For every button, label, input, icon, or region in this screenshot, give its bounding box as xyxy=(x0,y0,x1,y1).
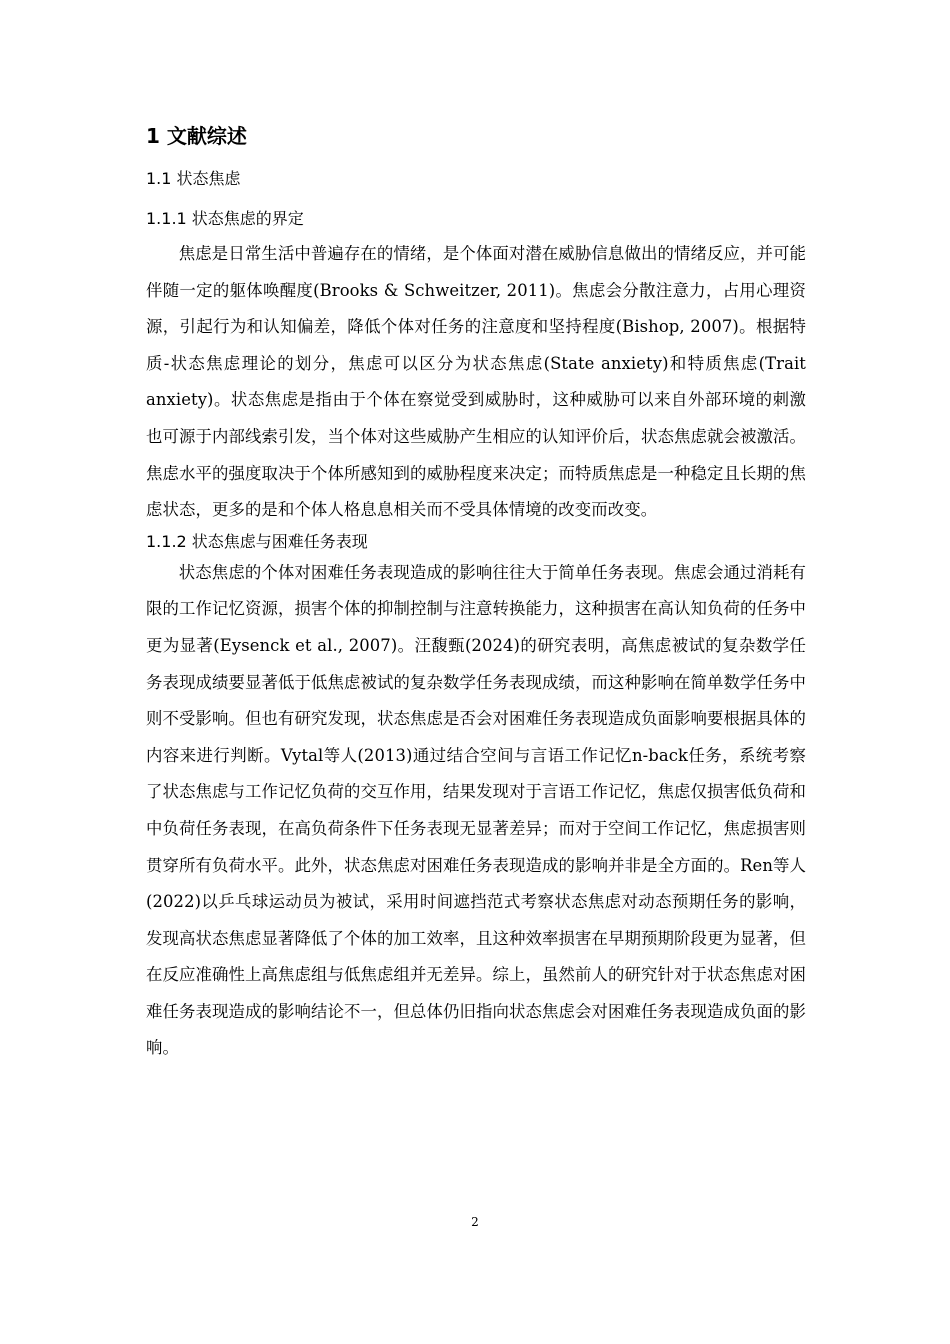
page-content xyxy=(146,122,806,1067)
paragraph-difficult-task: 状态焦虑的个体对困难任务表现造成的影响往往大于简单任务表现。焦虑会通过消耗有限的工作记忆资源，损害个体的抑制控制与注意转换能力，这种损害在高认知负荷的任务中更为显著(Eysenck et al., 2007)。汪馥甄(2024)的研究表明，高焦虑被试的复杂数学任务表现成绩要显著低于低焦虑被试的复杂数学任务表现成绩，而这种影响在简单数学任务中则不受影响。但也有研究发现，状态焦虑是否会对困难任务表现造成负面影响要根据具体的内容来进行判断。Vytal等人(2013)通过结合空间与言语工作记忆n-back任务，系统考察了状态焦虑与工作记忆负荷的交互作用，结果发现对于言语工作记忆，焦虑仅损害低负荷和中负荷任务表现，在高负荷条件下任务表现无显著差异；而对于空间工作记忆，焦虑损害则贯穿所有负荷水平。此外，状态焦虑对困难任务表现造成的影响并非是全方面的。Ren等人(2022)以乒乓球运动员为被试，采用时间遮挡范式考察状态焦虑对动态预期任务的影响，发现高状态焦虑显著降低了个体的加工效率，且这种效率损害在早期预期阶段更为显著，但在反应准确性上高焦虑组与低焦虑组并无差异。综上，虽然前人的研究针对于状态焦虑对困难任务表现造成的影响结论不一，但总体仍旧指向状态焦虑会对困难任务表现造成负面的影响。 xyxy=(146,562,806,1058)
subsection-heading-definition: 1.1.1 状态焦虑的界定 xyxy=(146,209,304,228)
paragraph-definition: 焦虑是日常生活中普遍存在的情绪，是个体面对潜在威胁信息做出的情绪反应，并可能伴随一定的躯体唤醒度(Brooks & Schweitzer, 2011)。焦虑会分散注意力，占用心理资源，引起行为和认知偏差，降低个体对任务的注意度和坚持程度(Bishop, 2007)。根据特质-状态焦虑理论的划分，焦虑可以区分为状态焦虑(State anxiety)和特质焦虑(Trait anxiety)。状态焦虑是指由于个体在察觉受到威胁时，这种威胁可以来自外部环境的刺激也可源于内部线索引发，当个体对这些威胁产生相应的认知评价后，状态焦虑就会被激活。焦虑水平的强度取决于个体所感知到的威胁程度来决定；而特质焦虑是一种稳定且长期的焦虑状态，更多的是和个体人格息息相关而不受具体情境的改变而改变。 xyxy=(146,244,806,520)
section-heading: 1.1 状态焦虑 xyxy=(146,169,241,188)
chapter-heading: 1 文献综述 xyxy=(146,124,247,148)
subsection-heading-difficult-task: 1.1.2 状态焦虑与困难任务表现 xyxy=(146,531,368,551)
page-number: 2 xyxy=(471,1215,479,1229)
